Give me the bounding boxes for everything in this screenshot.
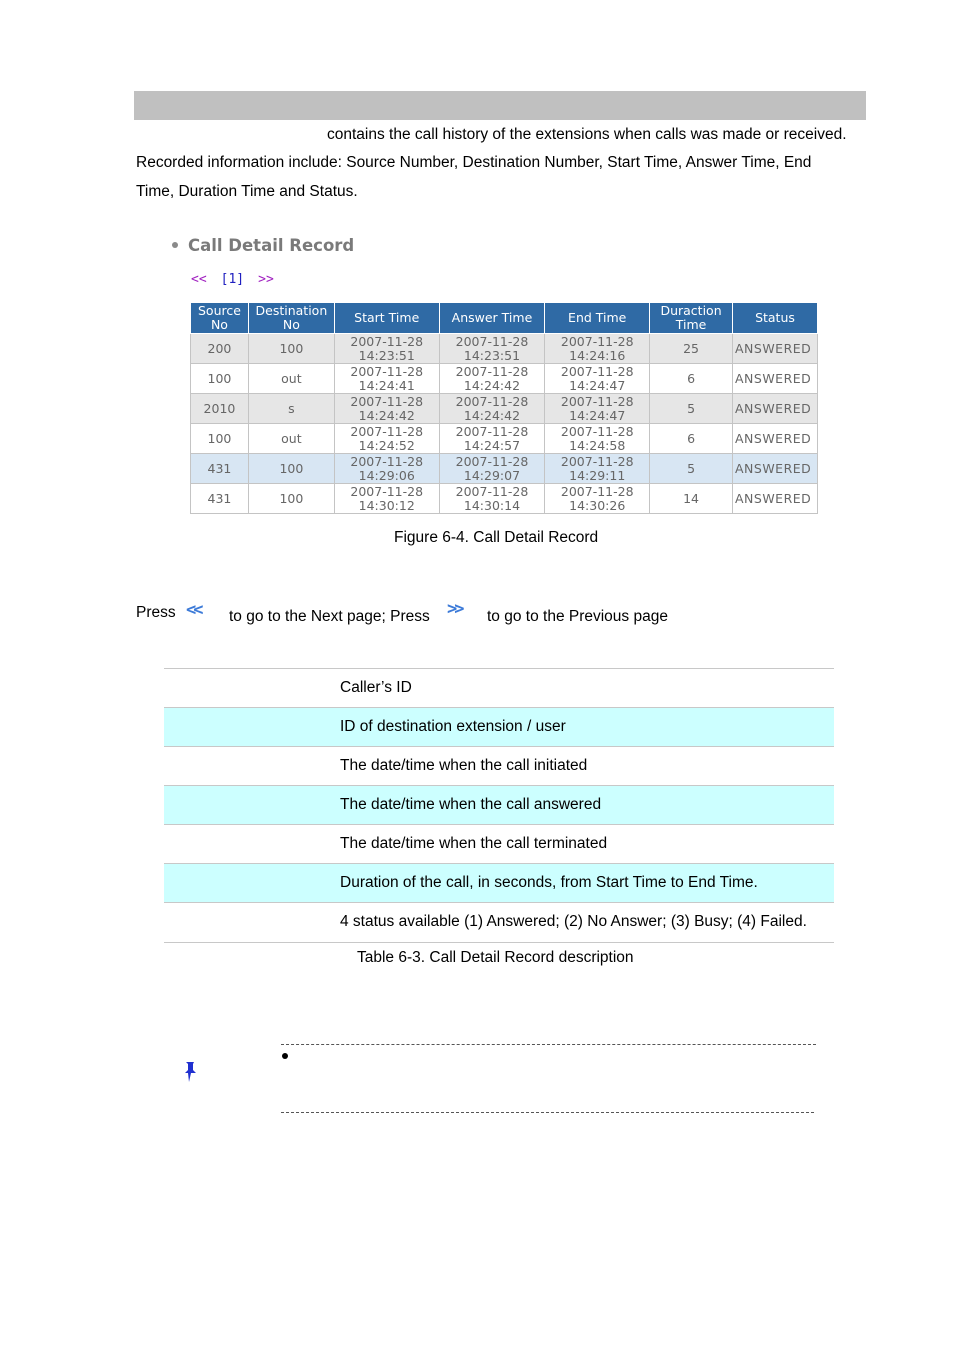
- cell-destination: out: [248, 364, 334, 394]
- note-divider-bottom: [281, 1112, 814, 1113]
- cell-duration: 14: [650, 484, 733, 514]
- description-row: The date/time when the call answered: [164, 785, 834, 824]
- cell-start: 2007-11-28 14:23:51: [334, 334, 439, 364]
- table-row: [191, 394, 818, 424]
- cell-destination: 100: [248, 484, 334, 514]
- pushpin-icon: [183, 1060, 199, 1084]
- description-row: 4 status available (1) Answered; (2) No Answer; (3) Busy; (4) Failed.: [164, 902, 834, 943]
- pager-prev-link[interactable]: <<: [191, 272, 207, 287]
- col-header-source: Source No: [191, 303, 249, 334]
- cdr-title: [172, 236, 354, 255]
- description-row: ID of destination extension / user: [164, 707, 834, 746]
- cell-end: 2007-11-28 14:24:47: [545, 364, 650, 394]
- description-row: Caller’s ID: [164, 668, 834, 707]
- cell-destination: s: [248, 394, 334, 424]
- figure-caption: Figure 6-4. Call Detail Record: [394, 529, 599, 546]
- cell-start: 2007-11-28 14:24:41: [334, 364, 439, 394]
- col-header-duration: Duraction Time: [650, 303, 733, 334]
- table-row: [191, 334, 818, 364]
- cell-answer: 2007-11-28 14:29:07: [439, 454, 545, 484]
- cell-status: ANSWERED: [732, 484, 817, 514]
- table-row: [191, 454, 818, 484]
- press-instructions: [136, 604, 176, 622]
- cdr-table: [190, 302, 818, 514]
- cell-end: 2007-11-28 14:24:47: [545, 394, 650, 424]
- col-header-status: Status: [732, 303, 817, 334]
- cell-duration: 25: [650, 334, 733, 364]
- col-header-start-time: Start Time: [334, 303, 439, 334]
- cell-source: 431: [191, 454, 249, 484]
- double-left-arrow-icon: <<: [186, 600, 201, 620]
- cell-duration: 5: [650, 394, 733, 424]
- description-row: Duration of the call, in seconds, from Start Time to End Time.: [164, 863, 834, 902]
- cell-source: 200: [191, 334, 249, 364]
- cell-status: ANSWERED: [732, 394, 817, 424]
- table-row: [191, 484, 818, 514]
- cell-source: 2010: [191, 394, 249, 424]
- cell-answer: 2007-11-28 14:24:42: [439, 394, 545, 424]
- cell-end: 2007-11-28 14:30:26: [545, 484, 650, 514]
- note-divider-top: [281, 1044, 816, 1045]
- press-text-2: to go to the Next page; Press: [229, 608, 430, 625]
- cdr-header-row: [191, 303, 818, 334]
- cell-source: 100: [191, 424, 249, 454]
- cell-duration: 6: [650, 424, 733, 454]
- cell-start: 2007-11-28 14:29:06: [334, 454, 439, 484]
- cell-status: ANSWERED: [732, 334, 817, 364]
- cell-answer: 2007-11-28 14:24:42: [439, 364, 545, 394]
- cell-start: 2007-11-28 14:30:12: [334, 484, 439, 514]
- cell-source: 100: [191, 364, 249, 394]
- cell-answer: 2007-11-28 14:24:57: [439, 424, 545, 454]
- cell-start: 2007-11-28 14:24:52: [334, 424, 439, 454]
- table-caption: Table 6-3. Call Detail Record description: [357, 949, 634, 966]
- description-table: [164, 668, 834, 943]
- bullet-icon: [172, 242, 178, 248]
- cell-status: ANSWERED: [732, 454, 817, 484]
- cell-destination: out: [248, 424, 334, 454]
- cell-answer: 2007-11-28 14:30:14: [439, 484, 545, 514]
- pager-next-link[interactable]: >>: [258, 272, 274, 287]
- cell-destination: 100: [248, 454, 334, 484]
- cell-source: 431: [191, 484, 249, 514]
- table-row: [191, 424, 818, 454]
- press-text-3: to go to the Previous page: [487, 608, 668, 625]
- press-text-1: Press: [136, 604, 176, 621]
- description-row: The date/time when the call terminated: [164, 824, 834, 863]
- cell-answer: 2007-11-28 14:23:51: [439, 334, 545, 364]
- double-right-arrow-icon: >>: [447, 599, 462, 619]
- section-header-bar: [134, 91, 866, 120]
- cell-end: 2007-11-28 14:24:16: [545, 334, 650, 364]
- intro-line-1: contains the call history of the extensions when calls was made or received.: [327, 126, 847, 143]
- cell-end: 2007-11-28 14:29:11: [545, 454, 650, 484]
- cell-start: 2007-11-28 14:24:42: [334, 394, 439, 424]
- cdr-title-text: Call Detail Record: [188, 236, 355, 255]
- table-row: [191, 364, 818, 394]
- col-header-answer-time: Answer Time: [439, 303, 545, 334]
- cell-destination: 100: [248, 334, 334, 364]
- intro-line-3: Time, Duration Time and Status.: [136, 183, 358, 200]
- cell-status: ANSWERED: [732, 424, 817, 454]
- cell-status: ANSWERED: [732, 364, 817, 394]
- cell-end: 2007-11-28 14:24:58: [545, 424, 650, 454]
- col-header-end-time: End Time: [545, 303, 650, 334]
- cell-duration: 5: [650, 454, 733, 484]
- pager: [191, 272, 274, 287]
- description-row: The date/time when the call initiated: [164, 746, 834, 785]
- cell-duration: 6: [650, 364, 733, 394]
- pager-page-link[interactable]: [1]: [220, 272, 245, 287]
- note-bullet-icon: [282, 1053, 288, 1059]
- col-header-destination: Destination No: [248, 303, 334, 334]
- intro-line-2: Recorded information include: Source Number, Destination Number, Start Time, Answer Time, End: [136, 154, 812, 171]
